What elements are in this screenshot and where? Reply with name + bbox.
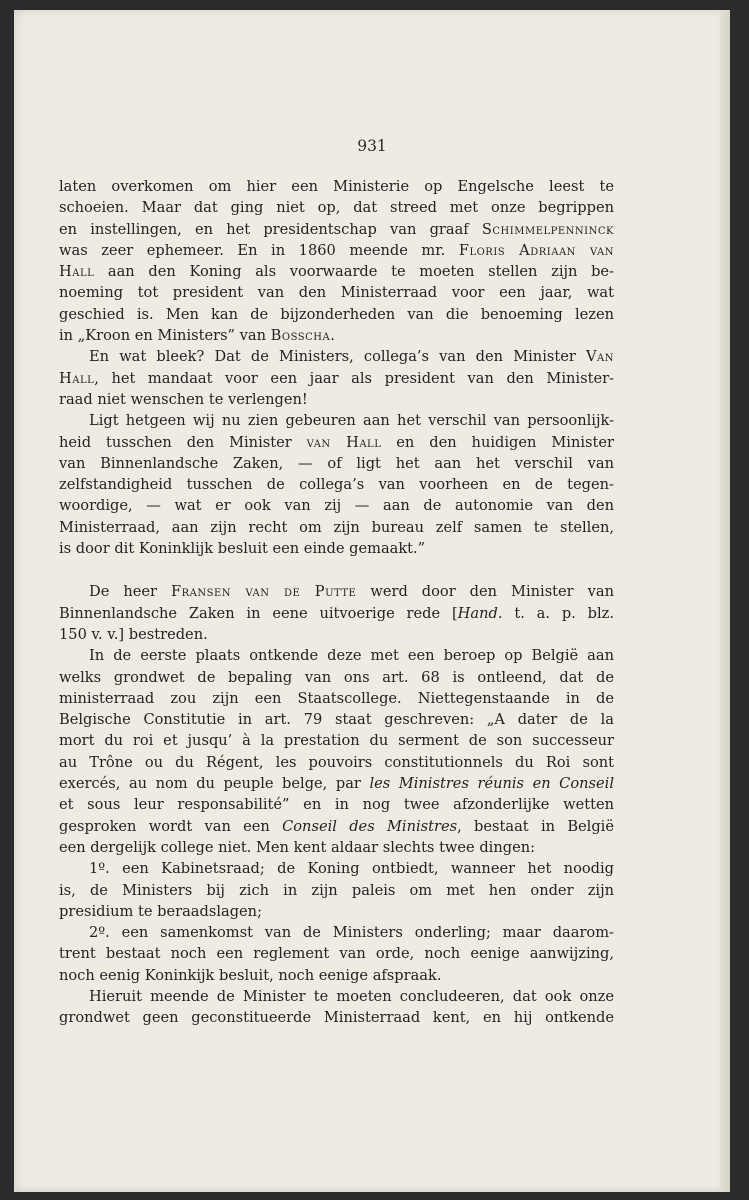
text-line: Binnenlandsche Zaken in eene uitvoerige rede [Hand. t. a. p. blz. bbox=[59, 604, 615, 622]
text-line: Ligt hetgeen wij nu zien gebeuren aan het verschil van persoonlijk- bbox=[89, 412, 614, 430]
text-line: schoeien. Maar dat ging niet op, dat streed met onze begrippen bbox=[59, 199, 614, 217]
text-line: Hall, het mandaat voor een jaar als president van den Minister- bbox=[59, 369, 614, 387]
text-line: in „Kroon en Ministers” van Bosscha. bbox=[59, 327, 335, 345]
book-page bbox=[14, 10, 730, 1192]
text-line: Hieruit meende de Minister te moeten concludeeren, dat ook onze bbox=[89, 987, 614, 1005]
text-line: is, de Ministers bij zich in zijn paleis om met hen onder zijn bbox=[59, 881, 614, 899]
text-line: noch eenig Koninkijk besluit, noch eenige afspraak. bbox=[59, 966, 442, 984]
text-line: woordige, — wat er ook van zij — aan de autonomie van den bbox=[59, 497, 614, 515]
text-line: laten overkomen om hier een Ministerie op Engelsche leest te bbox=[59, 178, 614, 195]
text-line: 2º. een samenkomst van de Ministers onderling; maar daarom- bbox=[89, 924, 614, 942]
text-line: Belgische Constitutie in art. 79 staat geschreven: „A dater de la bbox=[59, 711, 614, 729]
text-line: noeming tot president van den Ministerraad voor een jaar, wat bbox=[59, 284, 614, 302]
text-line: is door dit Koninklijk besluit een einde gemaakt.” bbox=[59, 540, 426, 558]
text-line: geschied is. Men kan de bijzonderheden van die benoeming lezen bbox=[59, 305, 614, 323]
text-line: en instellingen, en het presidentschap van graaf Schimmelpenninck bbox=[59, 220, 614, 238]
text-line: raad niet wenschen te verlengen! bbox=[59, 390, 308, 408]
body-text bbox=[59, 176, 614, 1029]
text-line: exercés, au nom du peuple belge, par les Ministres réunis en Conseil bbox=[59, 775, 614, 793]
text-line: presidium te beraadslagen; bbox=[59, 902, 262, 920]
text-line: En wat bleek? Dat de Ministers, collega’s van den Minister Van bbox=[89, 348, 614, 366]
text-line: mort du roi et jusqu’ à la prestation du serment de son successeur bbox=[59, 732, 614, 750]
text-line: au Trône ou du Régent, les pouvoirs constitutionnels du Roi sont bbox=[59, 753, 614, 771]
text-line: 150 v. v.] bestreden. bbox=[59, 625, 208, 643]
text-line: Hall aan den Koning als voorwaarde te moeten stellen zijn be- bbox=[59, 263, 614, 281]
page-edge bbox=[720, 10, 730, 1192]
text-line: In de eerste plaats ontkende deze met een beroep op België aan bbox=[89, 647, 614, 665]
paragraph-gap bbox=[59, 559, 614, 581]
text-line: van Binnenlandsche Zaken, — of ligt het aan het verschil van bbox=[59, 454, 614, 472]
text-line: grondwet geen geconstitueerde Ministerraad kent, en hij ontkende bbox=[59, 1009, 614, 1027]
text-line: heid tusschen den Minister van Hall en den huidigen Minister bbox=[59, 433, 614, 451]
text-line: welks grondwet de bepaling van ons art. 68 is ontleend, dat de bbox=[59, 668, 614, 686]
text-line: Ministerraad, aan zijn recht om zijn bureau zelf samen te stellen, bbox=[59, 518, 614, 536]
text-line: was zeer ephemeer. En in 1860 meende mr. Floris Adriaan van bbox=[59, 241, 614, 259]
text-line: trent bestaat noch een reglement van orde, noch eenige aanwijzing, bbox=[59, 945, 614, 963]
page-number: 931 bbox=[357, 137, 387, 155]
text-line: een dergelijk college niet. Men kent aldaar slechts twee dingen: bbox=[59, 838, 536, 856]
text-line: gesproken wordt van een Conseil des Ministres, bestaat in België bbox=[59, 817, 614, 835]
text-line: De heer Fransen van de Putte werd door den Minister van bbox=[89, 583, 614, 601]
text-line: zelfstandigheid tusschen de collega’s van voorheen en de tegen- bbox=[59, 476, 614, 494]
text-line: 1º. een Kabinetsraad; de Koning ontbiedt, wanneer het noodig bbox=[89, 860, 614, 878]
text-line: et sous leur responsabilité” en in nog twee afzonderlijke wetten bbox=[59, 796, 614, 814]
text-line: ministerraad zou zijn een Staatscollege. Niettegenstaande in de bbox=[59, 689, 614, 707]
